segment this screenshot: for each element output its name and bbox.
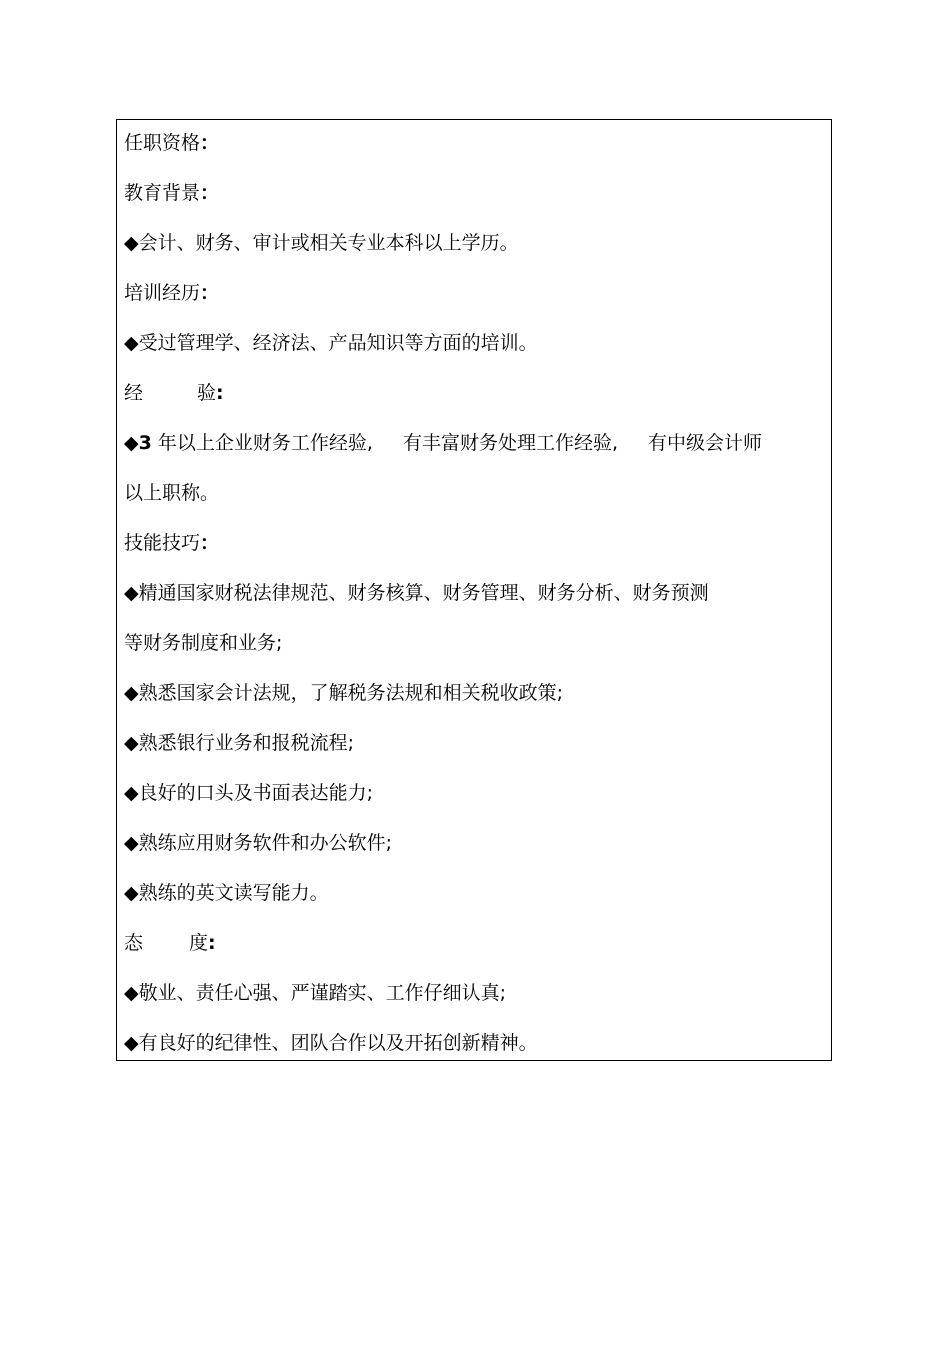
experience-continued-text: 以上职称。	[124, 482, 220, 504]
attitude-heading-char-1: 态	[124, 932, 144, 954]
skill-item-1-continued-text: 等财务制度和业务;	[124, 632, 283, 654]
experience-heading	[124, 381, 224, 405]
skill-item-5-text: 熟练应用财务软件和办公软件;	[138, 832, 393, 854]
skill-item-1	[124, 581, 709, 605]
qualification-heading	[124, 131, 219, 155]
attitude-item-1-text: 敬业、责任心强、严谨踏实、工作仔细认真;	[138, 982, 507, 1004]
heading-colon: :	[208, 932, 216, 954]
experience-part-1: 年以上企业财务工作经验,	[157, 432, 373, 454]
skill-item-4-text: 良好的口头及书面表达能力;	[138, 782, 374, 804]
bullet-diamond-icon: ◆	[124, 832, 139, 854]
bullet-diamond-icon: ◆	[124, 332, 139, 354]
experience-heading-char-1: 经	[124, 382, 144, 404]
qualification-heading-text: 任职资格	[124, 132, 201, 154]
attitude-item-2	[124, 1031, 538, 1055]
experience-item	[124, 431, 762, 455]
skills-heading-text: 技能技巧	[124, 532, 201, 554]
skill-item-3-text: 熟悉银行业务和报税流程;	[138, 732, 355, 754]
experience-heading-char-2: 验	[197, 382, 217, 404]
attitude-heading	[124, 931, 216, 955]
education-item	[124, 231, 519, 255]
skill-item-2	[124, 681, 563, 705]
skill-item-5	[124, 831, 392, 855]
bullet-diamond-icon: ◆	[124, 732, 139, 754]
skill-item-2-text: 熟悉国家会计法规，了解税务法规和相关税收政策;	[138, 682, 564, 704]
bullet-diamond-icon: ◆	[124, 982, 139, 1004]
experience-years-number: 3	[138, 432, 152, 454]
skill-item-6-text: 熟练的英文读写能力。	[138, 882, 329, 904]
experience-part-2: 有丰富财务处理工作经验,	[402, 432, 618, 454]
experience-part-3: 有中级会计师	[648, 432, 763, 454]
heading-colon: ：	[200, 532, 220, 554]
education-item-text: 会计、财务、审计或相关专业本科以上学历。	[138, 232, 519, 254]
bullet-diamond-icon: ◆	[124, 232, 139, 254]
bullet-diamond-icon: ◆	[124, 1032, 139, 1054]
attitude-item-2-text: 有良好的纪律性、团队合作以及开拓创新精神。	[138, 1032, 538, 1054]
attitude-heading-char-2: 度	[189, 932, 209, 954]
skill-item-4	[124, 781, 373, 805]
bullet-diamond-icon: ◆	[124, 582, 139, 604]
skill-item-1-text: 精通国家财税法律规范、财务核算、财务管理、财务分析、财务预测	[138, 582, 709, 604]
heading-colon: ：	[200, 182, 220, 204]
training-heading-text: 培训经历	[124, 282, 201, 304]
heading-colon: ：	[200, 282, 220, 304]
attitude-item-1	[124, 981, 506, 1005]
qualification-box	[116, 119, 832, 1061]
skill-item-6	[124, 881, 329, 905]
bullet-diamond-icon: ◆	[124, 782, 139, 804]
training-item-text: 受过管理学、经济法、产品知识等方面的培训。	[138, 332, 538, 354]
bullet-diamond-icon: ◆	[124, 882, 139, 904]
education-heading	[124, 181, 219, 205]
heading-colon: ：	[200, 132, 220, 154]
skills-heading	[124, 531, 219, 555]
skill-item-1-continued	[124, 631, 282, 655]
education-heading-text: 教育背景	[124, 182, 201, 204]
experience-item-continued	[124, 481, 219, 505]
heading-colon: :	[216, 382, 224, 404]
bullet-diamond-icon: ◆	[124, 432, 139, 454]
bullet-diamond-icon: ◆	[124, 682, 139, 704]
skill-item-3	[124, 731, 354, 755]
training-item	[124, 331, 538, 355]
training-heading	[124, 281, 219, 305]
